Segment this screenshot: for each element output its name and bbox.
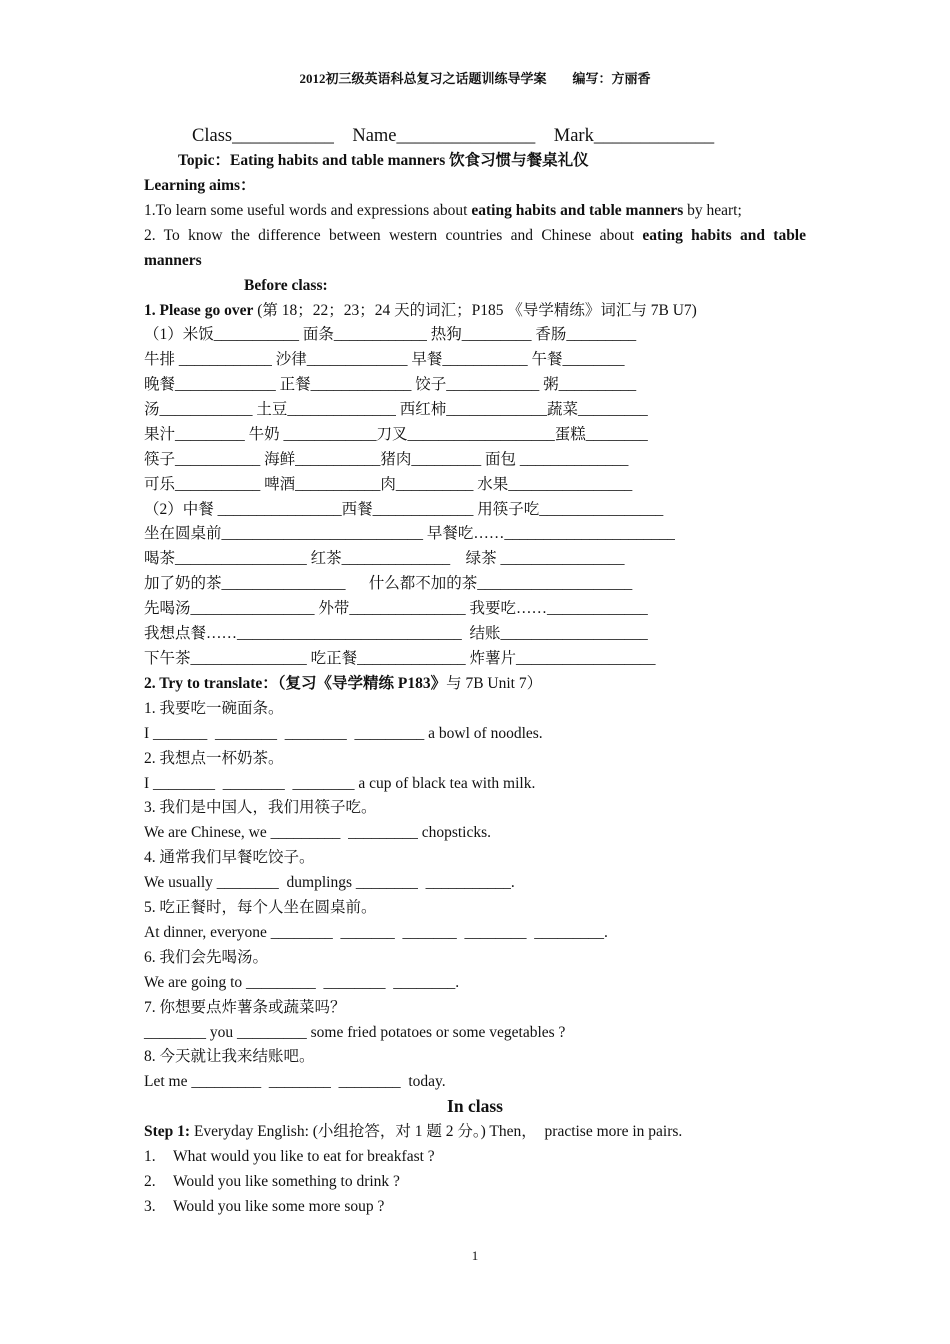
aim2-bold: eating habits and table bbox=[642, 227, 806, 244]
question-item bbox=[144, 1198, 384, 1216]
topic-line bbox=[178, 151, 589, 171]
page-number: 1 bbox=[471, 1248, 479, 1263]
translate-english: I ________ ________ ________ a cup of black tea with milk. bbox=[144, 775, 536, 792]
question-item bbox=[144, 1148, 435, 1166]
section1-label: 1. Please go over bbox=[144, 302, 254, 319]
aim1-pre: 1.To learn some useful words and expressions about bbox=[144, 202, 472, 219]
translate-english: We usually ________ dumplings ________ ___________. bbox=[144, 874, 515, 891]
translate-chinese: 2. 我想点一杯奶茶。 bbox=[144, 750, 284, 767]
learning-aim-2 bbox=[144, 226, 806, 246]
translate-chinese: 6. 我们会先喝汤。 bbox=[144, 949, 269, 966]
vocab-line: 我想点餐……_____________________________ 结账___________________ bbox=[144, 625, 648, 642]
class-name-mark-line: Class___________ Name_______________ Mark_____________ bbox=[192, 126, 715, 146]
section1-heading bbox=[144, 301, 697, 321]
translate-english: At dinner, everyone ________ _______ _______ ________ _________. bbox=[144, 924, 608, 941]
topic-text: Eating habits and table manners 饮食习惯与餐桌礼仪 bbox=[229, 152, 589, 169]
vocab-line: 下午茶_______________ 吃正餐______________ 炸薯片__________________ bbox=[144, 650, 656, 667]
vocab-line: 坐在圆桌前__________________________ 早餐吃……______________________ bbox=[144, 525, 675, 542]
question-text: Would you like some more soup ? bbox=[173, 1198, 385, 1215]
translate-chinese: 3. 我们是中国人，我们用筷子吃。 bbox=[144, 799, 377, 816]
translate-english: I _______ ________ ________ _________ a bowl of noodles. bbox=[144, 725, 543, 742]
vocab-line: 牛排 ____________ 沙律_____________ 早餐___________ 午餐________ bbox=[144, 351, 625, 368]
learning-aim-2-cont: manners bbox=[144, 252, 202, 269]
vocab-line: 先喝汤________________ 外带_______________ 我要吃……_____________ bbox=[144, 600, 648, 617]
before-class-heading: Before class: bbox=[244, 277, 328, 294]
vocab-line: 加了奶的茶________________ 什么都不加的茶____________________ bbox=[144, 575, 633, 592]
vocab-line: 果汁_________ 牛奶 ____________刀叉___________________蛋糕________ bbox=[144, 426, 648, 443]
vocab-line: （2）中餐 ________________西餐_____________ 用筷子吃________________ bbox=[144, 501, 664, 518]
vocab-line: 筷子___________ 海鲜___________猪肉_________ 面包 ______________ bbox=[144, 451, 629, 468]
page-header: 2012初三级英语科总复习之话题训练导学案 编写：方丽香 bbox=[299, 71, 651, 86]
translate-chinese: 4. 通常我们早餐吃饺子。 bbox=[144, 849, 315, 866]
in-class-heading: In class bbox=[447, 1096, 503, 1116]
aim1-bold: eating habits and table manners bbox=[471, 202, 684, 219]
aim1-post: by heart; bbox=[683, 202, 742, 219]
section1-rest: (第 18；22；23；24 天的词汇；P185 《导学精练》词汇与 7B U7) bbox=[253, 302, 697, 319]
section2-label: 2. Try to translate：（复习《导学精练 P183》 bbox=[144, 675, 447, 692]
question-item bbox=[144, 1173, 400, 1191]
vocab-line: 汤____________ 土豆______________ 西红柿_____________蔬菜_________ bbox=[144, 401, 648, 418]
vocab-line: 可乐___________ 啤酒___________肉__________ 水果________________ bbox=[144, 476, 633, 493]
section2-heading bbox=[144, 674, 542, 694]
section2-rest: 与 7B Unit 7） bbox=[446, 675, 543, 692]
question-text: Would you like something to drink ? bbox=[173, 1173, 400, 1190]
question-number: 2. bbox=[144, 1173, 156, 1190]
translate-english: We are Chinese, we _________ _________ chopsticks. bbox=[144, 824, 492, 841]
translate-english: ________ you _________ some fried potatoes or some vegetables ? bbox=[144, 1024, 566, 1041]
vocab-line: 晚餐_____________ 正餐_____________ 饺子____________ 粥__________ bbox=[144, 376, 637, 393]
translate-chinese: 5. 吃正餐时，每个人坐在圆桌前。 bbox=[144, 899, 377, 916]
topic-label: Topic： bbox=[178, 152, 230, 169]
translate-chinese: 8. 今天就让我来结账吧。 bbox=[144, 1048, 315, 1065]
learning-aims-heading: Learning aims： bbox=[144, 177, 256, 194]
step1-label: Step 1: bbox=[144, 1123, 191, 1140]
translate-english: Let me _________ ________ ________ today. bbox=[144, 1073, 446, 1090]
vocab-line: （1）米饭___________ 面条____________ 热狗_________ 香肠_________ bbox=[144, 326, 637, 343]
vocab-line: 喝茶_________________ 红茶______________ 绿茶 ________________ bbox=[144, 550, 625, 567]
question-number: 1. bbox=[144, 1148, 156, 1165]
question-text: What would you like to eat for breakfast ? bbox=[173, 1148, 435, 1165]
translate-chinese: 7. 你想要点炸薯条或蔬菜吗？ bbox=[144, 999, 346, 1016]
step1-line bbox=[144, 1122, 682, 1142]
question-number: 3. bbox=[144, 1198, 156, 1215]
learning-aim-1 bbox=[144, 201, 742, 221]
aim2-pre: 2. To know the difference between western countries and Chinese about bbox=[144, 227, 643, 244]
translate-english: We are going to _________ ________ ________. bbox=[144, 974, 460, 991]
step1-text: Everyday English: (小组抢答，对 1 题 2 分。) Then， practise more in pairs. bbox=[190, 1123, 683, 1140]
translate-chinese: 1. 我要吃一碗面条。 bbox=[144, 700, 284, 717]
